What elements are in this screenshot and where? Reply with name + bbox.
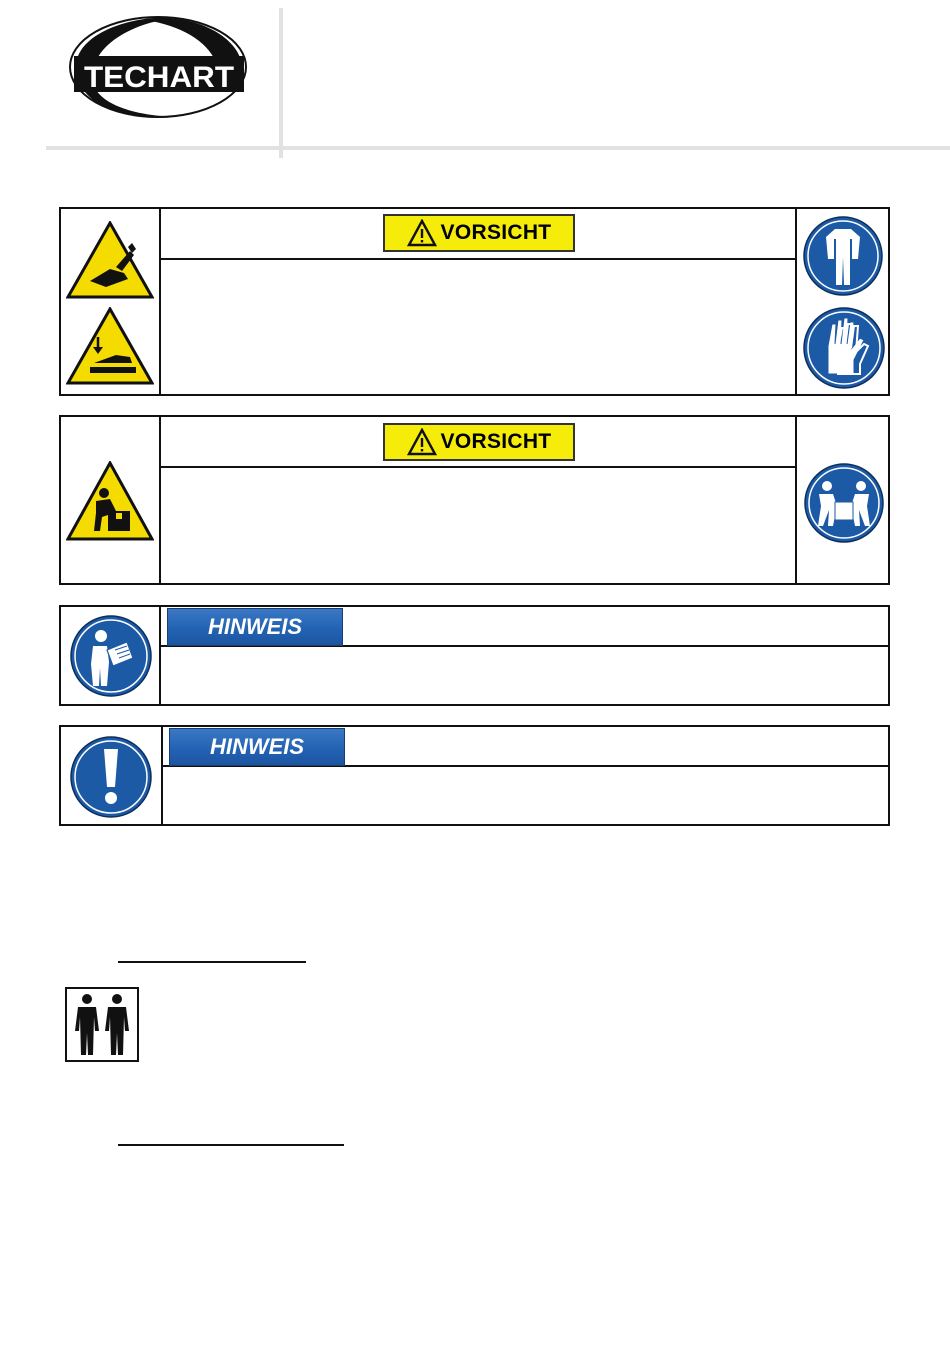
note-label: HINWEIS [207, 614, 303, 639]
section-heading-underline [118, 961, 306, 963]
techart-logo [66, 12, 250, 122]
note-notice-1 [59, 605, 890, 706]
note-badge [167, 608, 343, 646]
caution-notice-2 [59, 415, 890, 585]
two-person-lift-icon [803, 462, 885, 544]
two-persons-icon [65, 987, 139, 1062]
protective-gloves-icon [802, 306, 886, 390]
caution-badge [383, 214, 575, 252]
exclamation-mandatory-icon [69, 735, 153, 819]
note-notice-2 [59, 725, 890, 826]
read-manual-icon [69, 614, 153, 698]
caution-label: VORSICHT [440, 221, 552, 244]
note-label: HINWEIS [209, 734, 305, 759]
warning-triangle-icon [407, 219, 437, 247]
hand-crushing-hazard-icon [66, 307, 154, 385]
caution-notice-1 [59, 207, 890, 396]
section-heading-underline [118, 1144, 344, 1146]
heavy-lifting-hazard-icon [66, 461, 154, 541]
header-divider-vertical [279, 8, 283, 158]
note-badge [169, 728, 345, 766]
svg-text:TECHART: TECHART [84, 61, 234, 94]
protective-clothing-icon [802, 215, 884, 297]
caution-label: VORSICHT [440, 430, 552, 453]
caution-badge [383, 423, 575, 461]
header-divider-horizontal [46, 146, 950, 150]
hand-cutting-hazard-icon [66, 221, 154, 299]
warning-triangle-icon [407, 428, 437, 456]
